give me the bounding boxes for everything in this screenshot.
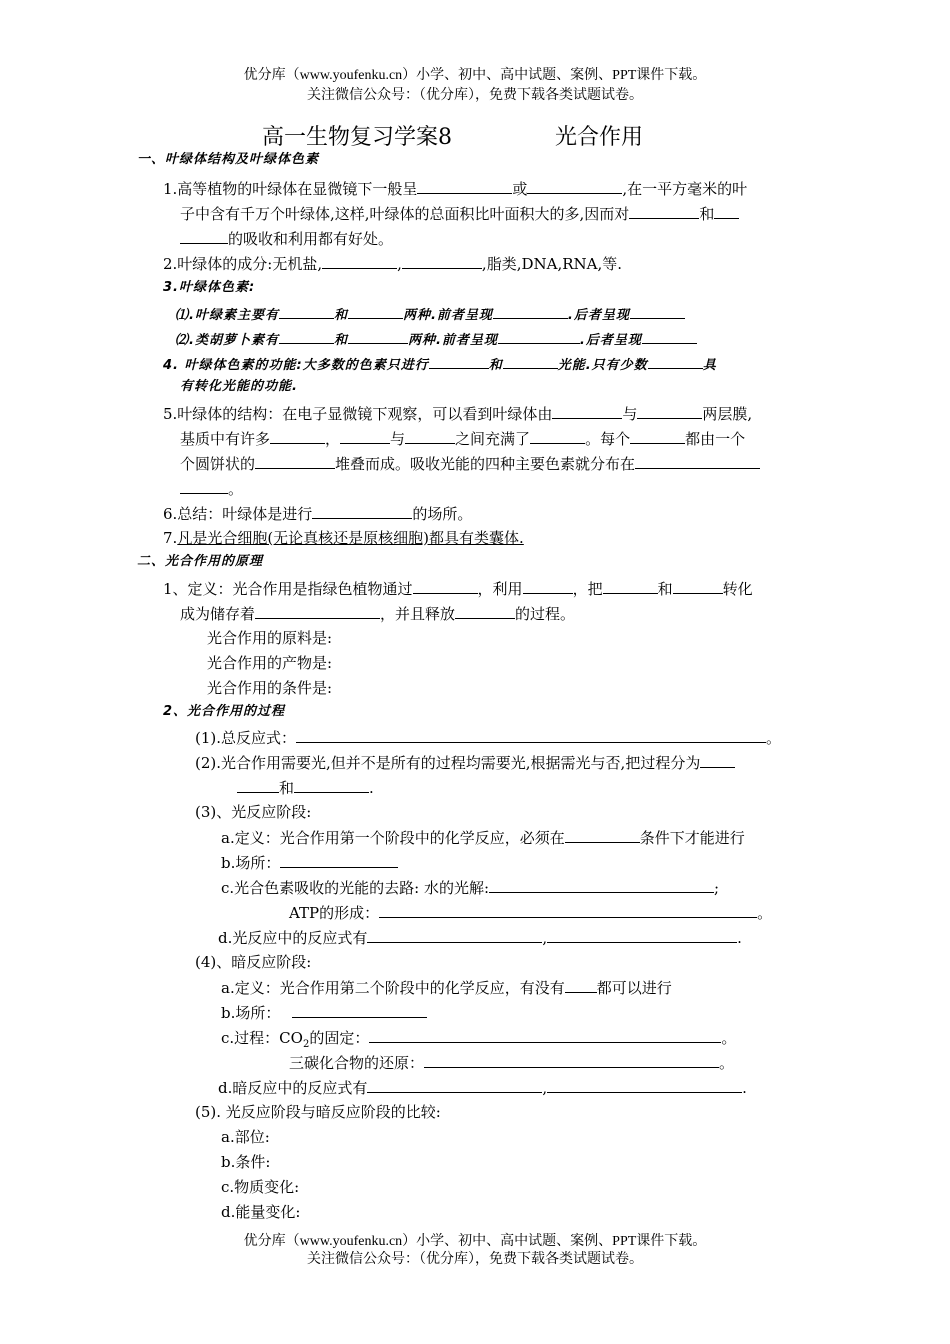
q5-text: 之间充满了 [455, 430, 531, 448]
q1-line-3 [180, 228, 393, 249]
q5-text: 都由一个 [685, 430, 746, 448]
definition-text: 和 [657, 580, 673, 598]
blank [340, 428, 390, 444]
p3c-text: c.光合色素吸收的光能的去路: 水的光解: [221, 879, 490, 897]
blank [429, 353, 489, 369]
comparison-location: a.部位: [221, 1128, 270, 1146]
q3-1-text: 两种.前者呈现 [402, 308, 493, 323]
q4-text: 光能.只有少数 [557, 358, 648, 373]
dark-reaction-definition [221, 977, 672, 998]
q1-line-2 [180, 203, 739, 224]
q4-line-1 [163, 353, 717, 376]
q3-1-text: 和 [333, 308, 348, 323]
comparison-matter: c.物质变化: [221, 1178, 300, 1196]
p4a-text: 都可以进行 [596, 979, 672, 997]
q7-line [163, 528, 524, 548]
q4-text: 4. 叶绿体色素的功能:大多数的色素只进行 [163, 358, 429, 373]
q1-text: 和 [699, 205, 715, 223]
p3c-text: ; [714, 879, 720, 897]
blank [255, 603, 380, 619]
q3-2-text: .后者呈现 [579, 333, 642, 348]
blank [348, 303, 403, 319]
q2-line [163, 253, 622, 274]
blank [565, 977, 597, 993]
q5-text: 。每个 [585, 430, 631, 448]
blank [630, 428, 685, 444]
q5-line-1 [163, 403, 752, 424]
q5-text: 5.叶绿体的结构：在电子显微镜下观察，可以看到叶绿体由 [163, 405, 553, 423]
q7-statement: 凡是光合细胞(无论真核还是原核细胞)都具有类囊体. [177, 529, 524, 547]
p4d-text: , [542, 1079, 548, 1097]
comparison-heading: (5). 光反应阶段与暗反应阶段的比较: [195, 1103, 441, 1121]
q4-text: 和 [488, 358, 503, 373]
definition-text: ，并且释放 [380, 605, 456, 623]
blank [642, 328, 697, 344]
q5-text: ， [325, 430, 341, 448]
page-topic: 光合作用 [555, 125, 644, 150]
blank [379, 902, 757, 918]
p4c-text: c.过程：CO [221, 1029, 303, 1047]
co2-fixation [221, 1027, 736, 1055]
blank [270, 428, 325, 444]
q5-text: 两层膜, [702, 405, 753, 423]
blank [279, 303, 334, 319]
p3a-text: a.定义：光合作用第一个阶段中的化学反应，必须在 [221, 829, 565, 847]
q5-text: 堆叠而成。吸收光能的四种主要色素就分布在 [335, 455, 636, 473]
p4d-text: d.暗反应中的反应式有 [218, 1079, 368, 1097]
q3-2-text: 和 [333, 333, 348, 348]
definition-text: 成为储存着 [180, 605, 256, 623]
blank [180, 478, 228, 494]
p1-text: (1).总反应式： [195, 729, 297, 747]
q4-text: 具 [702, 358, 717, 373]
definition-line-2 [180, 603, 575, 624]
q5-line-2 [180, 428, 745, 449]
blank [455, 603, 515, 619]
q2-text: 2.叶绿体的成分:无机盐, [163, 255, 323, 273]
blank [312, 503, 412, 519]
q1-text: 或 [512, 180, 528, 198]
footer-line-2: 关注微信公众号：（优分库），免费下载各类试题试卷。 [307, 1252, 643, 1267]
blank [180, 228, 228, 244]
light-energy-water [221, 877, 719, 898]
header-line-2: 关注微信公众号：（优分库），免费下载各类试题试卷。 [307, 88, 643, 103]
dark-reaction-equations [218, 1077, 747, 1098]
blank [547, 927, 737, 943]
definition-text: 1、定义：光合作用是指绿色植物通过 [163, 580, 413, 598]
blank [603, 578, 658, 594]
c3-reduction [289, 1052, 734, 1073]
q1-text: 1.高等植物的叶绿体在显微镜下一般呈 [163, 180, 418, 198]
light-energy-atp [289, 902, 772, 923]
blank [498, 328, 580, 344]
section-1-heading: 一、叶绿体结构及叶绿体色素 [137, 152, 320, 167]
p4a-text: a.定义：光合作用第二个阶段中的化学反应，有没有 [221, 979, 565, 997]
blank [413, 578, 478, 594]
p4c-text: 的固定： [309, 1029, 370, 1047]
p4b-text: b.场所： [221, 1004, 281, 1022]
light-reaction-site [221, 852, 398, 873]
q5-line-3 [180, 453, 760, 474]
q3-2-text: ⑵.类胡萝卜素有 [175, 333, 279, 348]
c3-text: 。 [719, 1054, 735, 1072]
p3d-text: . [737, 929, 742, 947]
q1-text: 的吸收和利用都有好处。 [228, 230, 394, 248]
blank [237, 777, 279, 793]
q3-2-text: 两种.前者呈现 [407, 333, 498, 348]
blank [405, 428, 455, 444]
p3b-text: b.场所： [221, 854, 281, 872]
p3a-text: 条件下才能进行 [639, 829, 745, 847]
overall-equation-line [195, 727, 781, 748]
definition-line-1 [163, 578, 753, 599]
light-reaction-heading: (3)、光反应阶段: [195, 803, 312, 821]
q4-line-2: 有转化光能的功能. [180, 379, 298, 394]
blank [565, 827, 640, 843]
q5-text: 个圆饼状的 [180, 455, 256, 473]
dark-reaction-heading: (4)、暗反应阶段: [195, 953, 312, 971]
blank [367, 1077, 542, 1093]
definition-text: 的过程。 [515, 605, 576, 623]
q1-text: 子中含有千万个叶绿体,这样,叶绿体的总面积比叶面积大的多,因而对 [180, 205, 630, 223]
q3-1-text: ⑴.叶绿素主要有 [175, 308, 279, 323]
subsection-process-heading: 2、光合作用的过程 [163, 704, 286, 719]
q6-line [163, 503, 472, 524]
products: 光合作用的产物是: [207, 654, 333, 672]
section-2-heading: 二、光合作用的原理 [137, 554, 264, 569]
q7-text: 7. [163, 529, 178, 547]
blank [417, 178, 512, 194]
q6-text: 的场所。 [412, 505, 473, 523]
p3d-text: d.光反应中的反应式有 [218, 929, 368, 947]
blank [552, 403, 622, 419]
header-line-1: 优分库（www.youfenku.cn）小学、初中、高中试题、案例、PPT课件下载。 [243, 68, 707, 83]
p2-line-1 [195, 752, 735, 773]
blank [280, 852, 398, 868]
light-reaction-definition [221, 827, 745, 848]
blank [292, 1002, 427, 1018]
blank [530, 428, 585, 444]
p2-text: . [369, 779, 374, 797]
footer-line-1: 优分库（www.youfenku.cn）小学、初中、高中试题、案例、PPT课件下载。 [243, 1234, 707, 1249]
q1-text: ,在一平方毫米的叶 [622, 180, 748, 198]
conditions: 光合作用的条件是: [207, 679, 333, 697]
p3d-text: , [542, 929, 548, 947]
q5-text: 。 [228, 480, 244, 498]
raw-materials: 光合作用的原料是: [207, 629, 333, 647]
p2-text: 和 [279, 779, 295, 797]
blank [279, 328, 334, 344]
subscript: 2 [302, 1039, 310, 1050]
definition-text: ，把 [572, 580, 603, 598]
p4c-text: 。 [721, 1029, 737, 1047]
q5-text: 与 [622, 405, 638, 423]
blank [296, 727, 766, 743]
blank [630, 303, 685, 319]
dark-reaction-site [221, 1002, 427, 1023]
q6-text: 6.总结：叶绿体是进行 [163, 505, 313, 523]
blank [402, 253, 482, 269]
blank [493, 303, 568, 319]
light-reaction-equations [218, 927, 742, 948]
q5-text: 与 [390, 430, 406, 448]
blank [369, 1027, 721, 1043]
q1-line-1 [163, 178, 747, 199]
blank [714, 203, 739, 219]
q3-2-line [175, 328, 697, 351]
blank [637, 403, 702, 419]
blank [255, 453, 335, 469]
blank [700, 752, 735, 768]
blank [673, 578, 723, 594]
blank [635, 453, 760, 469]
q5-line-4 [180, 478, 243, 499]
comparison-condition: b.条件: [221, 1153, 271, 1171]
blank [629, 203, 699, 219]
q2-text: ,脂类,DNA,RNA,等. [481, 255, 622, 273]
blank [294, 777, 369, 793]
blank [367, 927, 542, 943]
q3-1-line [175, 303, 685, 326]
q2-text: , [397, 255, 402, 273]
page-title: 高一生物复习学案8 [262, 125, 452, 150]
q3-heading: 3.叶绿体色素: [163, 280, 256, 295]
atp-text: 。 [757, 904, 773, 922]
blank [348, 328, 408, 344]
q3-1-text: .后者呈现 [567, 308, 630, 323]
blank [547, 1077, 742, 1093]
blank [523, 578, 573, 594]
p1-text: 。 [766, 729, 782, 747]
definition-text: 转化 [722, 580, 753, 598]
blank [424, 1052, 719, 1068]
q5-text: 基质中有许多 [180, 430, 271, 448]
blank [503, 353, 558, 369]
comparison-energy: d.能量变化: [221, 1203, 301, 1221]
blank [322, 253, 397, 269]
p4d-text: . [742, 1079, 747, 1097]
c3-text: 三碳化合物的还原： [289, 1054, 425, 1072]
blank [489, 877, 714, 893]
p2-text: (2).光合作用需要光,但并不是所有的过程均需要光,根据需光与否,把过程分为 [195, 754, 701, 772]
blank [648, 353, 703, 369]
blank [527, 178, 622, 194]
atp-text: ATP的形成： [289, 904, 380, 922]
p2-line-2 [237, 777, 374, 798]
definition-text: ，利用 [477, 580, 523, 598]
